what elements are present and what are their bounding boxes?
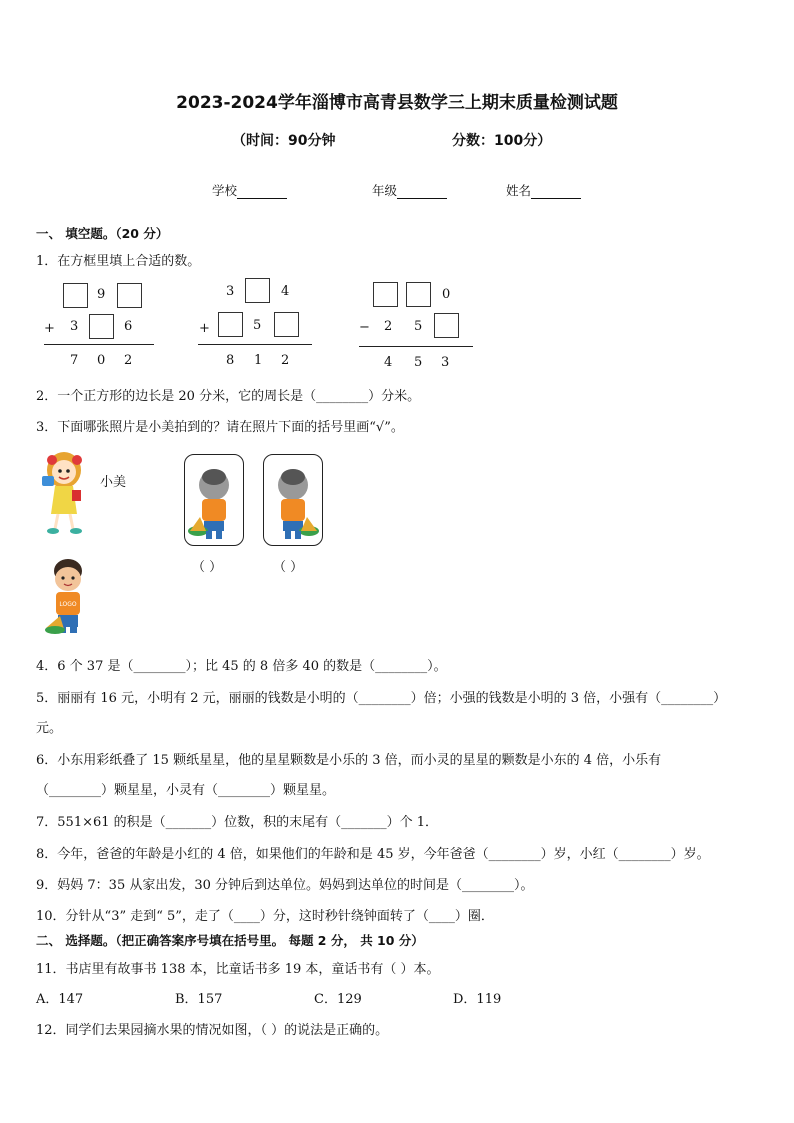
digit: 9: [97, 287, 106, 302]
option-d[interactable]: D．119: [453, 992, 502, 1007]
digit: 0: [97, 353, 106, 368]
grade-label: 年级: [372, 183, 398, 198]
school-label: 学校: [212, 183, 238, 198]
section-2-heading: 二、 选择题。（把正确答案序号填在括号里。 每题 2 分， 共 10 分）: [36, 933, 424, 948]
question-6-line-2: （________）颗星星，小灵有（________）颗星星。: [36, 783, 336, 798]
answer-box[interactable]: [274, 312, 299, 337]
answer-paren-2[interactable]: （ ）: [273, 560, 304, 575]
minus-sign: −: [359, 320, 370, 335]
digit: 2: [124, 353, 133, 368]
answer-box[interactable]: [218, 312, 243, 337]
question-5-line-1: 5．丽丽有 16 元，小明有 2 元，丽丽的钱数是小明的（________）倍；小强的钱数是小明的 3 倍，小强有（________）: [36, 691, 727, 706]
plus-sign: +: [44, 321, 55, 336]
answer-box[interactable]: [434, 313, 459, 338]
digit: 3: [70, 319, 79, 334]
school-blank[interactable]: [237, 185, 287, 199]
question-11: 11．书店里有故事书 138 本，比童话书多 19 本，童话书有（ ）本。: [36, 962, 440, 977]
question-10: 10．分针从“3” 走到“ 5”，走了（____）分，这时秒针绕钟面转了（____）圈．: [36, 909, 494, 924]
answer-box[interactable]: [63, 283, 88, 308]
name-field: [506, 181, 581, 199]
boy-back-view-image: [264, 455, 321, 544]
question-6-line-1: 6．小东用彩纸叠了 15 颗纸星星，他的星星颗数是小乐的 3 倍，而小灵的星星的颗数是小东的 4 倍，小乐有: [36, 753, 662, 768]
digit: 5: [414, 319, 423, 334]
girl-xiaomei-illustration: [38, 446, 90, 538]
section-1-heading: 一、 填空题。（20 分）: [36, 226, 169, 241]
digit: 0: [442, 287, 451, 302]
sum-line: [198, 344, 312, 345]
question-1: 1．在方框里填上合适的数。: [36, 254, 201, 269]
digit: 3: [441, 355, 450, 370]
question-12: 12．同学们去果园摘水果的情况如图，（ ）的说法是正确的。: [36, 1023, 389, 1038]
question-7: 7．551×61 的积是（_______）位数，积的末尾有（_______）个 1．: [36, 815, 439, 830]
digit: 4: [281, 284, 290, 299]
logo-text: LOGO: [59, 601, 77, 608]
question-9: 9．妈妈 7：35 从家出发，30 分钟后到达单位。妈妈到达单位的时间是（________）。: [36, 878, 534, 893]
name-label: 姓名: [506, 183, 532, 198]
exam-time: （时间：90分钟: [232, 133, 336, 149]
grade-blank[interactable]: [397, 185, 447, 199]
boy-illustration: [44, 556, 94, 638]
digit: 5: [414, 355, 423, 370]
answer-box[interactable]: [89, 314, 114, 339]
digit: 5: [253, 318, 262, 333]
question-4: 4．6 个 37 是（________）；比 45 的 8 倍多 40 的数是（________）。: [36, 659, 447, 674]
digit: 8: [226, 353, 235, 368]
answer-paren-1[interactable]: （ ）: [192, 560, 223, 575]
girl-label: 小美: [100, 475, 127, 490]
photo-option-2[interactable]: [263, 454, 323, 546]
question-3: 3．下面哪张照片是小美拍到的？请在照片下面的括号里画“√”。: [36, 420, 404, 435]
name-blank[interactable]: [531, 185, 581, 199]
digit: 2: [281, 353, 290, 368]
sum-line: [44, 344, 154, 345]
photo-option-1[interactable]: [184, 454, 244, 546]
difference-line: [359, 346, 473, 347]
answer-box[interactable]: [245, 278, 270, 303]
plus-sign: +: [199, 321, 210, 336]
question-8: 8．今年，爸爸的年龄是小红的 4 倍，如果他们的年龄和是 45 岁，今年爸爸（________）岁，小红（________）岁。: [36, 847, 710, 862]
option-b[interactable]: B．157: [175, 992, 223, 1007]
exam-score: 分数：100分）: [452, 133, 552, 149]
digit: 7: [70, 353, 79, 368]
question-5-line-2: 元。: [36, 721, 63, 736]
school-field: [212, 181, 287, 199]
digit: 2: [384, 319, 393, 334]
grade-field: [372, 181, 447, 199]
answer-box[interactable]: [117, 283, 142, 308]
digit: 6: [124, 319, 133, 334]
question-2: 2．一个正方形的边长是 20 分米，它的周长是（________）分米。: [36, 389, 421, 404]
digit: 3: [226, 284, 235, 299]
digit: 4: [384, 355, 393, 370]
answer-box[interactable]: [406, 282, 431, 307]
option-a[interactable]: A．147: [36, 992, 84, 1007]
digit: 1: [254, 353, 263, 368]
boy-back-view-image: [185, 455, 242, 544]
answer-box[interactable]: [373, 282, 398, 307]
option-c[interactable]: C．129: [314, 992, 362, 1007]
page-title: 2023-2024学年淄博市高青县数学三上期末质量检测试题: [176, 93, 618, 113]
